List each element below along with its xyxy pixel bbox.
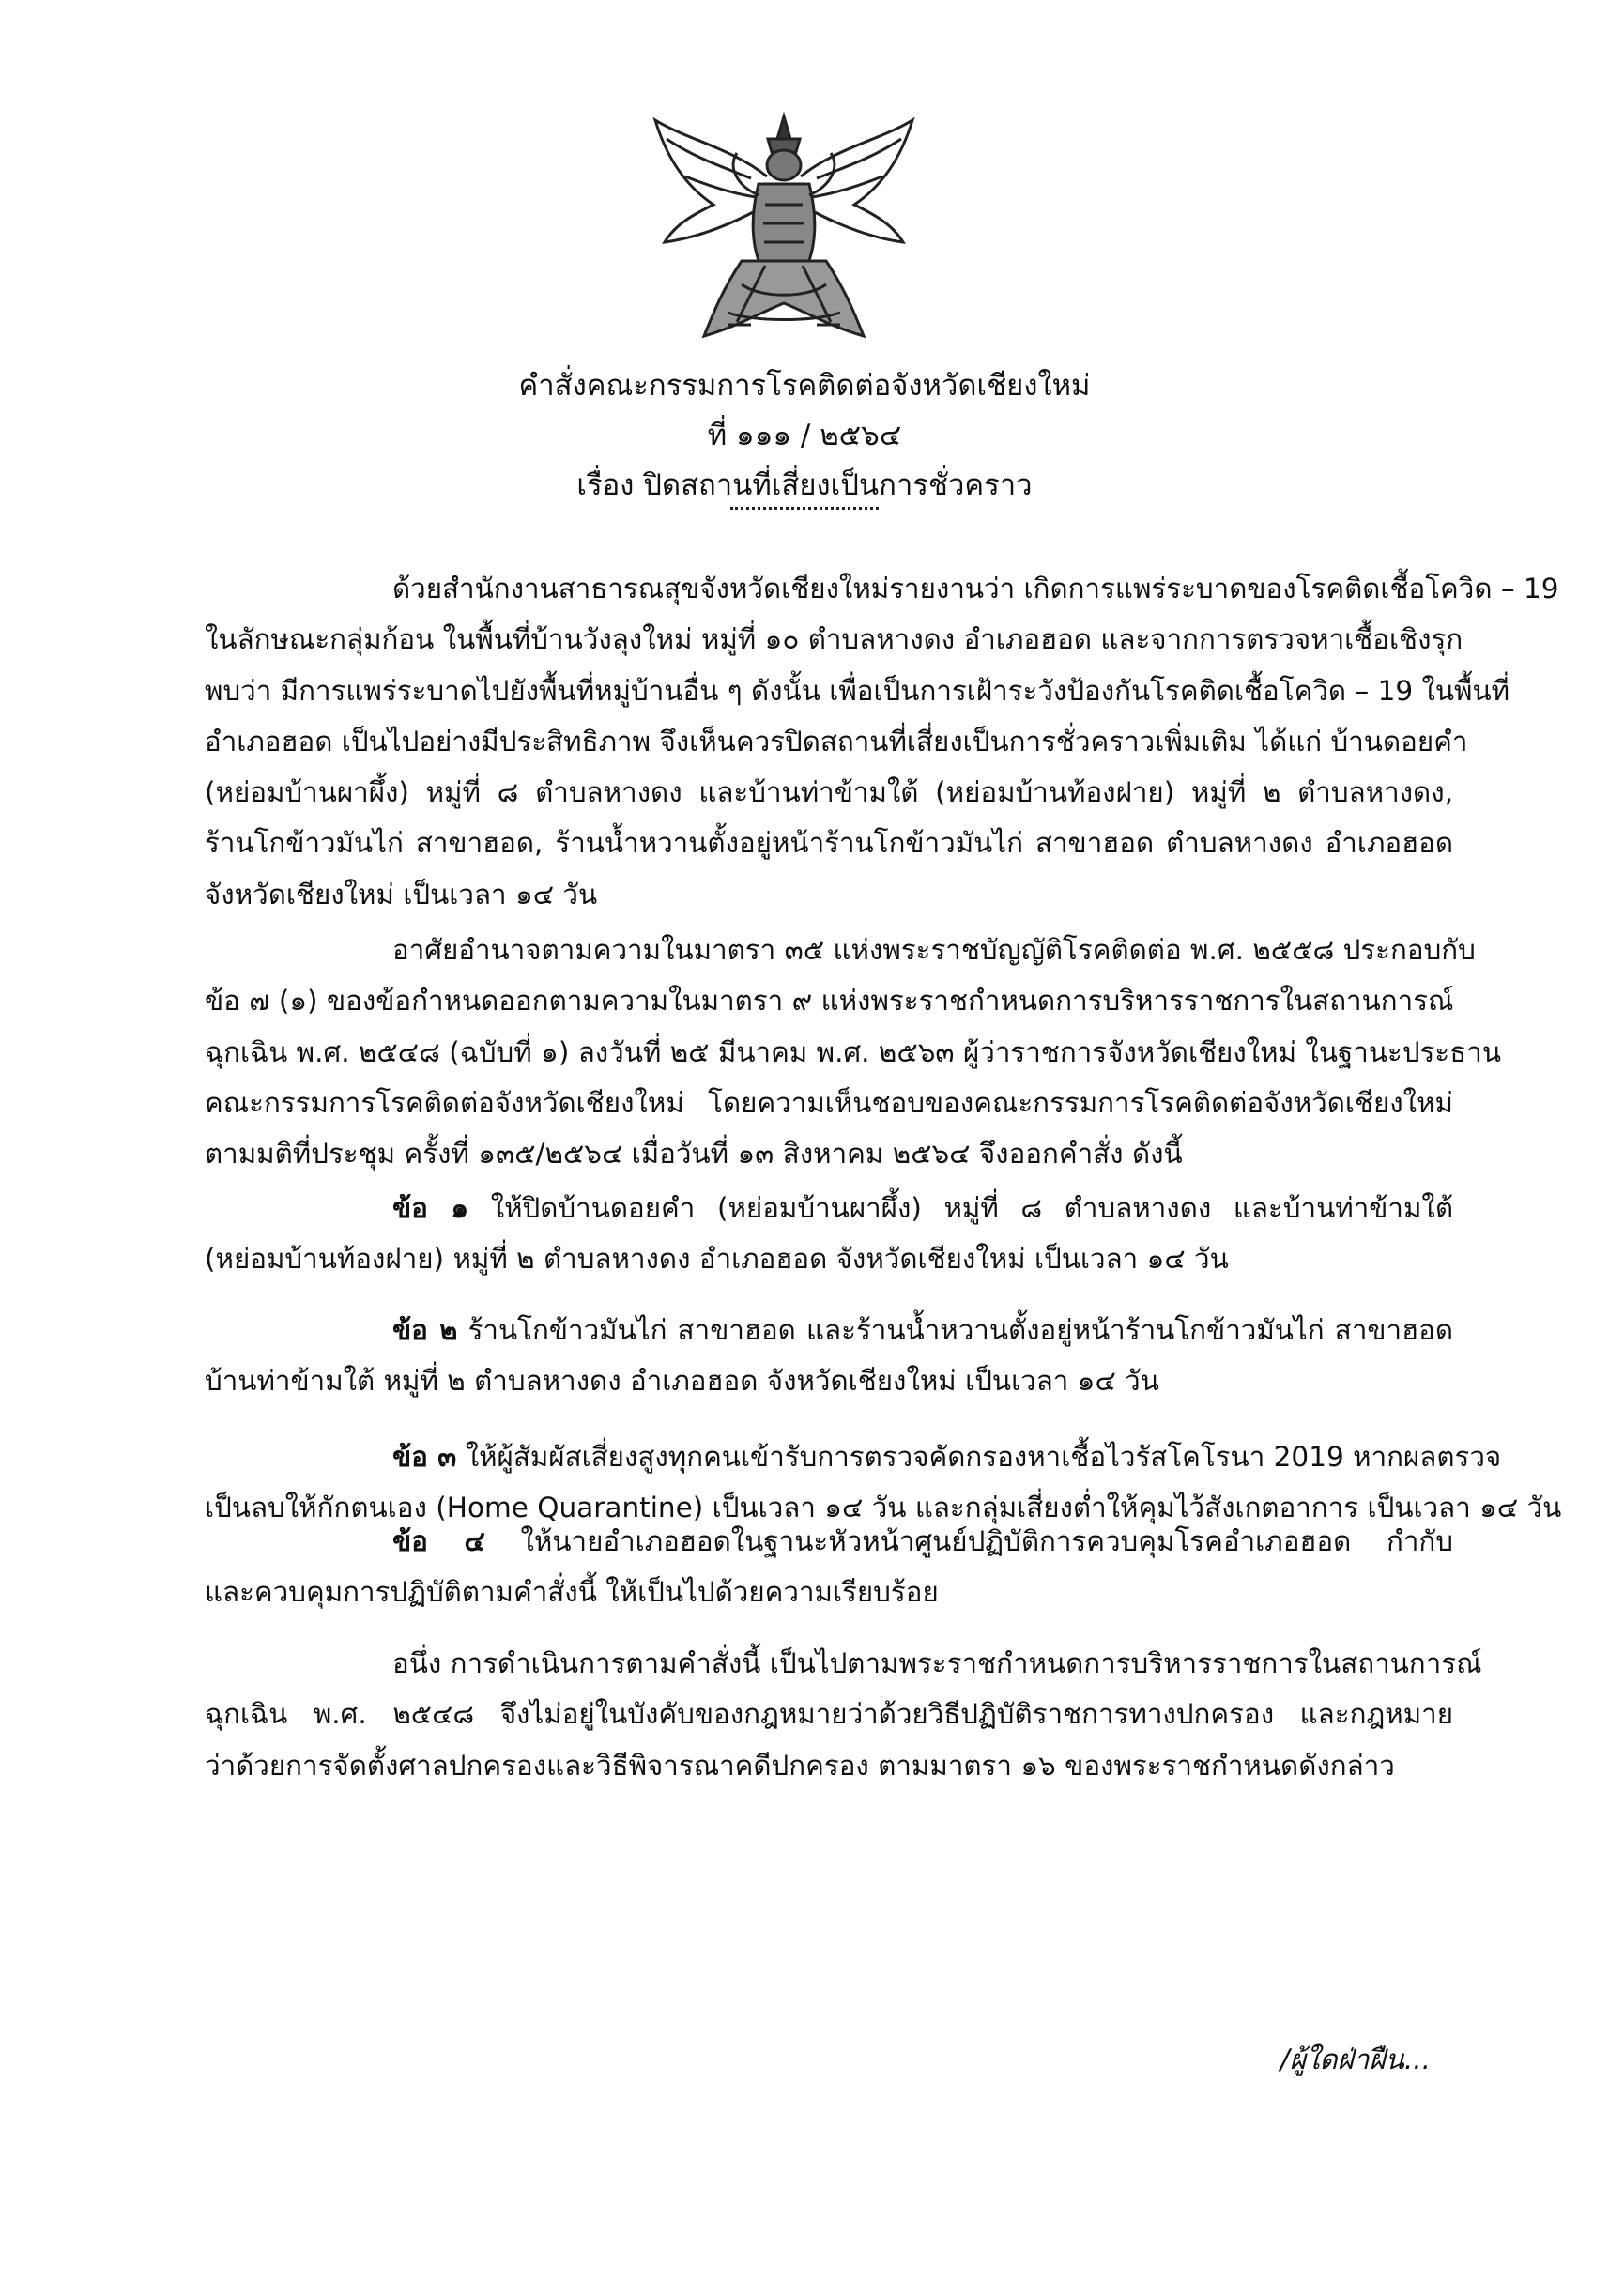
- paragraph-line: เป็นลบให้กักตนเอง (Home Quarantine) เป็นเวลา ๑๔ วัน และกลุ่มเสี่ยงต่ำให้คุมไว้สังเกตอาการ เป็นเวลา ๑๔ วัน: [205, 1492, 1562, 1524]
- clause-text: ให้ปิดบ้านดอยคำ (หย่อมบ้านผาผึ้ง) หมู่ที่ ๘ ตำบลหางดง และบ้านท่าข้ามใต้: [468, 1192, 1453, 1224]
- order-subject: เรื่อง ปิดสถานที่เสี่ยงเป็นการชั่วคราว: [576, 468, 1033, 502]
- clause-label: ข้อ ๓: [392, 1441, 457, 1473]
- paragraph-line: และควบคุมการปฏิบัติตามคำสั่งนี้ ให้เป็นไปด้วยความเรียบร้อย: [205, 1576, 939, 1609]
- clause-text: ร้านโกข้าวมันไก่ สาขาฮอด และร้านน้ำหวานตั้งอยู่หน้าร้านโกข้าวมันไก่ สาขาฮอด: [457, 1314, 1453, 1346]
- paragraph-line: ตามมติที่ประชุม ครั้งที่ ๑๓๕/๒๕๖๔ เมื่อวันที่ ๑๓ สิงหาคม ๒๕๖๔ จึงออกคำสั่ง ดังนี้: [205, 1138, 1183, 1171]
- paragraph-line: (หย่อมบ้านท้องฝาย) หมู่ที่ ๒ ตำบลหางดง อำเภอฮอด จังหวัดเชียงใหม่ เป็นเวลา ๑๔ วัน: [205, 1243, 1229, 1276]
- paragraph-note: [205, 1638, 1482, 1791]
- paragraph-line: [205, 1431, 1502, 1482]
- clause-label: ข้อ ๑: [392, 1192, 469, 1224]
- paragraph-line: [205, 1183, 1453, 1233]
- dotted-separator: [730, 507, 879, 510]
- paragraph-line: ด้วยสำนักงานสาธารณสุขจังหวัดเชียงใหม่รายงานว่า เกิดการแพร่ระบาดของโรคติดเชื้อโควิด – 19: [392, 573, 1559, 605]
- clause-1: [205, 1183, 1453, 1285]
- paragraph-line: พบว่า มีการแพร่ระบาดไปยังพื้นที่หมู่บ้านอื่น ๆ ดังนั้น เพื่อเป็นการเฝ้าระวังป้องกันโรคติดเชื้อโควิด – 19 ในพื้นที่: [205, 674, 1510, 707]
- paragraph-line: บ้านท่าข้ามใต้ หมู่ที่ ๒ ตำบลหางดง อำเภอฮอด จังหวัดเชียงใหม่ เป็นเวลา ๑๔ วัน: [205, 1365, 1159, 1398]
- paragraph-authority: [205, 925, 1501, 1179]
- clause-4: [205, 1516, 1453, 1618]
- paragraph-line: [205, 1516, 1453, 1567]
- order-title: คำสั่งคณะกรรมการโรคติดต่อจังหวัดเชียงใหม่: [518, 369, 1091, 403]
- paragraph-line: (หย่อมบ้านผาผึ้ง) หมู่ที่ ๘ ตำบลหางดง และบ้านท่าข้ามใต้ (หย่อมบ้านท้องฝาย) หมู่ที่ ๒ ตำบลหางดง,: [205, 776, 1453, 809]
- paragraph-line: อนึ่ง การดำเนินการตามคำสั่งนี้ เป็นไปตามพระราชกำหนดการบริหารราชการในสถานการณ์: [392, 1647, 1482, 1679]
- paragraph-line: อาศัยอำนาจตามความในมาตรา ๓๕ แห่งพระราชบัญญัติโรคติดต่อ พ.ศ. ๒๕๕๘ ประกอบกับ: [392, 934, 1476, 966]
- paragraph-line: คณะกรรมการโรคติดต่อจังหวัดเชียงใหม่ โดยความเห็นชอบของคณะกรรมการโรคติดต่อจังหวัดเชียงใหม่: [205, 1086, 1453, 1119]
- paragraph-line: ข้อ ๗ (๑) ของข้อกำหนดออกตามความในมาตรา ๙ แห่งพระราชกำหนดการบริหารราชการในสถานการณ์: [205, 985, 1454, 1018]
- paragraph-line: ในลักษณะกลุ่มก้อน ในพื้นที่บ้านวังลุงใหม่ หมู่ที่ ๑๐ ตำบลหางดง อำเภอฮอด และจากการตรวจหาเชื้อเชิงรุก: [205, 623, 1463, 656]
- paragraph-intro: [205, 563, 1559, 920]
- paragraph-line: ฉุกเฉิน พ.ศ. ๒๕๔๘ จึงไม่อยู่ในบังคับของกฎหมายว่าด้วยวิธีปฏิบัติราชการทางปกครอง และกฎหมาย: [205, 1698, 1453, 1731]
- clause-text: ให้ผู้สัมผัสเสี่ยงสูงทุกคนเข้ารับการตรวจคัดกรองหาเชื้อไวรัสโคโรนา 2019 หากผลตรวจ: [456, 1441, 1502, 1473]
- clause-label: ข้อ ๔: [392, 1525, 485, 1557]
- paragraph-line: อำเภอฮอด เป็นไปอย่างมีประสิทธิภาพ จึงเห็นควรปิดสถานที่เสี่ยงเป็นการชั่วคราวเพิ่มเติม ได้แก่ บ้านดอยคำ: [205, 725, 1468, 758]
- continuation-marker: /ผู้ใดฝ่าฝืน...: [1280, 2043, 1431, 2075]
- paragraph-line: [205, 1305, 1453, 1355]
- paragraph-line: ร้านโกข้าวมันไก่ สาขาฮอด, ร้านน้ำหวานตั้งอยู่หน้าร้านโกข้าวมันไก่ สาขาฮอด ตำบลหางดง อำเภอฮอด: [205, 827, 1453, 860]
- clause-label: ข้อ ๒: [392, 1314, 458, 1346]
- clause-text: ให้นายอำเภอฮอดในฐานะหัวหน้าศูนย์ปฏิบัติการควบคุมโรคอำเภอฮอด กำกับ: [484, 1525, 1453, 1557]
- paragraph-line: ว่าด้วยการจัดตั้งศาลปกครองและวิธีพิจารณาคดีปกครอง ตามมาตรา ๑๖ ของพระราชกำหนดดังกล่าว: [205, 1749, 1395, 1782]
- clause-2: [205, 1305, 1453, 1407]
- paragraph-line: จังหวัดเชียงใหม่ เป็นเวลา ๑๔ วัน: [205, 878, 598, 911]
- paragraph-line: ฉุกเฉิน พ.ศ. ๒๕๔๘ (ฉบับที่ ๑) ลงวันที่ ๒๕ มีนาคม พ.ศ. ๒๕๖๓ ผู้ว่าราชการจังหวัดเชียงใหม่ ในฐานะประธาน: [205, 1035, 1501, 1068]
- order-number: ที่ ๑๑๑ / ๒๕๖๔: [707, 419, 902, 452]
- garuda-emblem-icon: [648, 111, 920, 355]
